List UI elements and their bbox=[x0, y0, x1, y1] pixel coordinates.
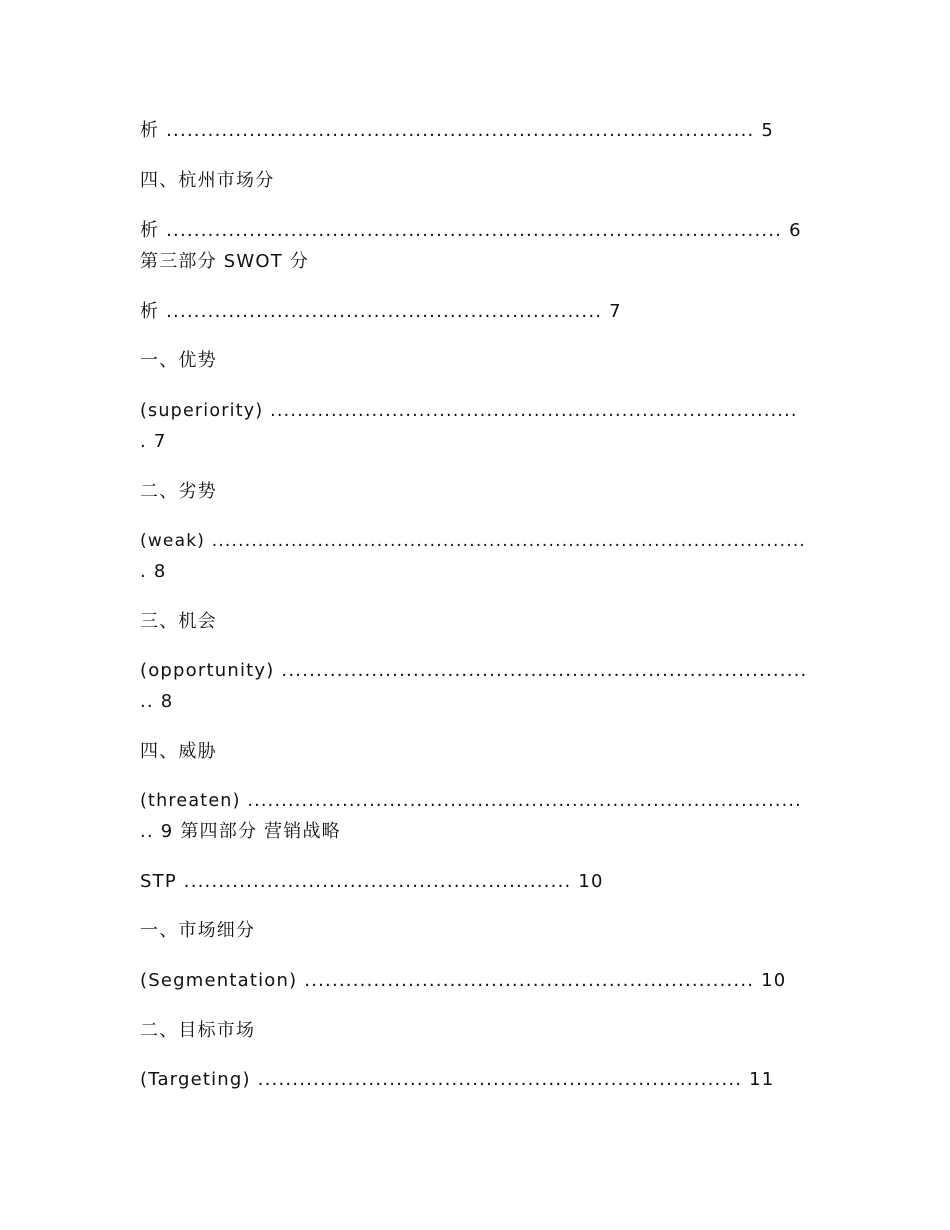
toc-entry: . 8 bbox=[140, 561, 167, 582]
toc-entry: 第三部分 SWOT 分 bbox=[140, 251, 310, 272]
toc-entry: 四、威胁 bbox=[140, 741, 217, 762]
toc-entry: (weak) .......................................................................................... bbox=[140, 531, 807, 551]
toc-entry: 三、机会 bbox=[140, 611, 217, 632]
toc-entry: (superiority) .............................................................................. bbox=[140, 401, 798, 421]
toc-entry: 析 ......................................................................................... 6 bbox=[140, 220, 802, 241]
toc-entry: STP ........................................................ 10 bbox=[140, 871, 604, 892]
toc-entry: (Targeting) ...................................................................... 11 bbox=[140, 1069, 775, 1090]
toc-entry: 二、劣势 bbox=[140, 481, 217, 502]
toc-entry: 一、优势 bbox=[140, 350, 217, 371]
toc-entry: (opportunity) ............................................................................ bbox=[140, 660, 808, 681]
toc-entry: (Segmentation) ................................................................. 10 bbox=[140, 970, 787, 991]
toc-entry: . 7 bbox=[140, 431, 167, 452]
toc-entry: 析 ..................................................................................... 5 bbox=[140, 120, 775, 141]
toc-entry: 一、市场细分 bbox=[140, 920, 256, 941]
toc-entry: 二、目标市场 bbox=[140, 1020, 256, 1041]
toc-entry: .. 8 bbox=[140, 691, 174, 712]
toc-entry: (threaten) .................................................................................. bbox=[140, 791, 802, 811]
toc-entry: .. 9 第四部分 营销战略 bbox=[140, 821, 341, 842]
toc-entry: 析 ............................................................... 7 bbox=[140, 301, 622, 322]
toc-entry: 四、杭州市场分 bbox=[140, 170, 275, 191]
